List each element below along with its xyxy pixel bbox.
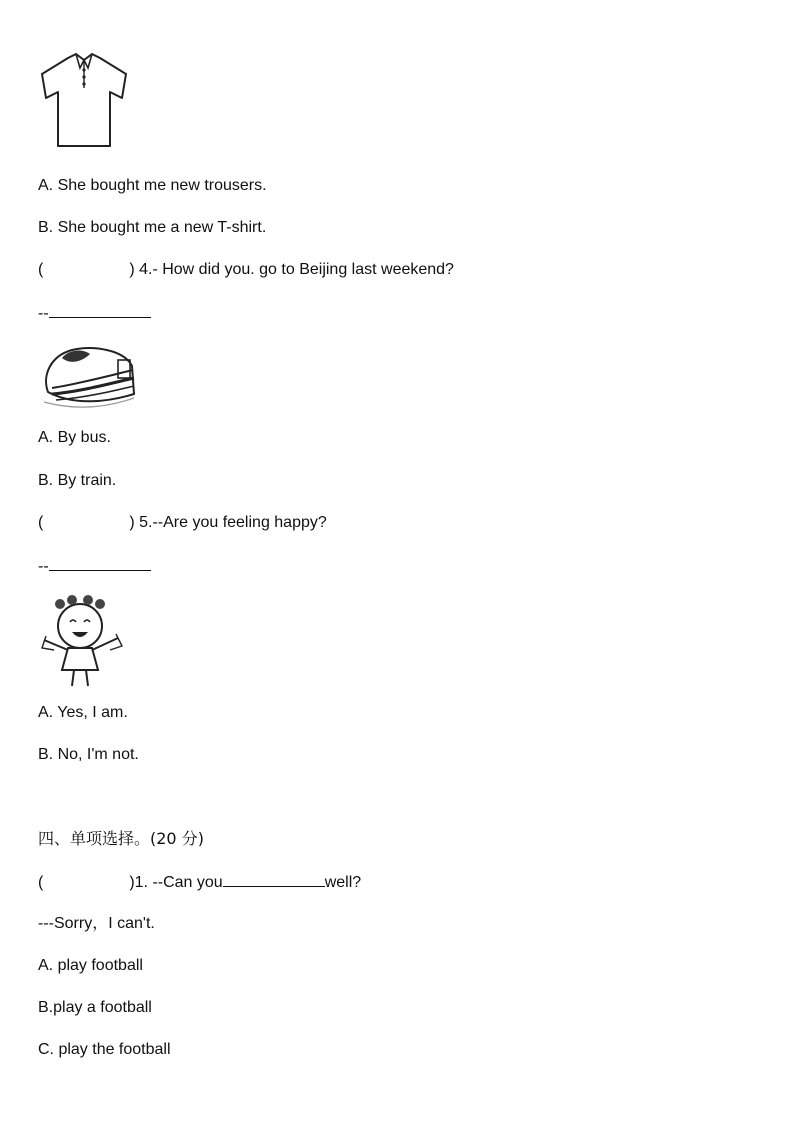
q4-prompt: ) 4.- How did you. go to Beijing last weekend? (129, 261, 454, 278)
q5-open-paren: ( (38, 514, 44, 531)
s4-q1-reply: ---Sorry，I can't. (38, 915, 155, 932)
q3-option-a: A. She bought me new trousers. (38, 177, 267, 194)
s4-q1-option-b: B.play a football (38, 999, 152, 1016)
q4-open-paren: ( (38, 261, 44, 278)
s4-q1-option-a: A. play football (38, 957, 143, 974)
q5-prompt: ) 5.--Are you feeling happy? (129, 514, 327, 531)
q3-option-b: B. She bought me a new T-shirt. (38, 219, 267, 236)
q4-option-b: B. By train. (38, 472, 117, 489)
s4-q1-option-c: C. play the football (38, 1041, 171, 1058)
q4-answer-prefix: -- (38, 305, 49, 322)
q4-answer-underline[interactable] (49, 303, 151, 318)
happy-girl-image (38, 592, 124, 695)
s4-q1-question (38, 872, 361, 893)
q4-option-a: A. By bus. (38, 429, 111, 446)
section-4-heading: 四、单项选择。(20 分) (38, 829, 204, 848)
q5-option-b: B. No, I'm not. (38, 746, 139, 763)
q5-answer-line (38, 556, 151, 577)
tshirt-image (38, 46, 130, 159)
q5-answer-underline[interactable] (49, 556, 151, 571)
q4-question (38, 260, 454, 280)
train-image (38, 336, 138, 419)
q5-option-a: A. Yes, I am. (38, 704, 128, 721)
s4-q1-open-paren: ( (38, 874, 44, 891)
q5-question (38, 513, 327, 533)
s4-q1-fill-blank[interactable] (223, 872, 325, 887)
s4-q1-prompt-start: )1. --Can you (129, 874, 223, 891)
q5-answer-prefix: -- (38, 558, 49, 575)
q4-answer-line (38, 303, 151, 324)
s4-q1-prompt-end: well? (324, 874, 362, 891)
